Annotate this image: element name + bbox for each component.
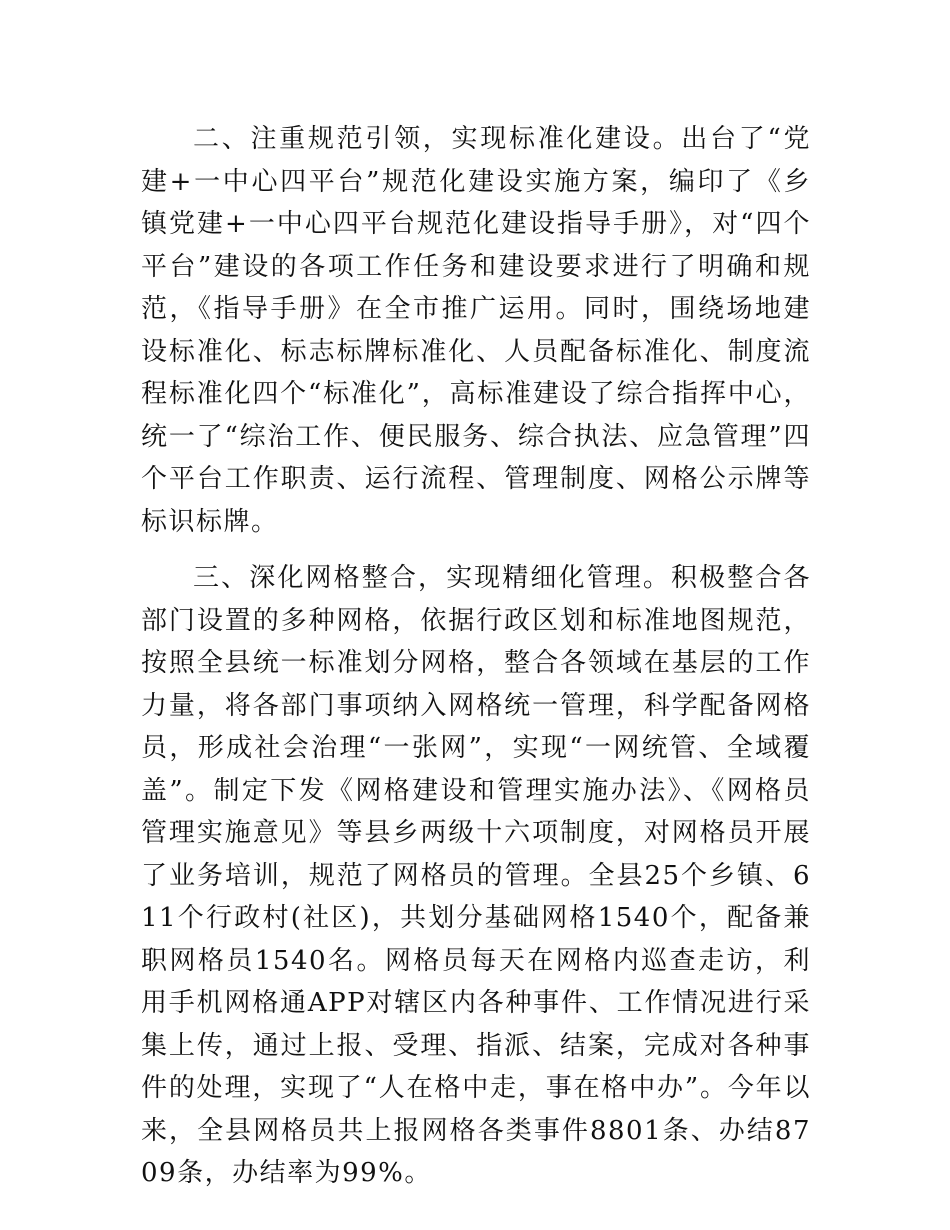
paragraph-grid-management: 三、深化网格整合，实现精细化管理。积极整合各部门设置的多种网格，依据行政区划和标准地图规范，按照全县统一标准划分网格，整合各领域在基层的工作力量，将各部门事项纳入网格统一管理，科学配备网格员，形成社会治理“一张网”，实现“一网统管、全域覆盖”。制定下发《网格建设和管理实施办法》、《网格员管理实施意见》等县乡两级十六项制度，对网格员开展了业务培训，规范了网格员的管理。全县25个乡镇、611个行政村(社区)，共划分基础网格1540个，配备兼职网格员1540名。网格员每天在网格内巡查走访，利用手机网格通APP对辖区内各种事件、工作情况进行采集上传，通过上报、受理、指派、结案，完成对各种事件的处理，实现了“人在格中走，事在格中办”。今年以来，全县网格员共上报网格各类事件8801条、办结8709条，办结率为99%。 <box>141 563 811 1188</box>
document-body <box>141 118 811 1209</box>
paragraph-standardization: 二、注重规范引领，实现标准化建设。出台了“党建+一中心四平台”规范化建设实施方案，编印了《乡镇党建+一中心四平台规范化建设指导手册》，对“四个平台”建设的各项工作任务和建设要求进行了明确和规范，《指导手册》在全市推广运用。同时，围绕场地建设标准化、标志标牌标准化、人员配备标准化、制度流程标准化四个“标准化”，高标准建设了综合指挥中心，统一了“综治工作、便民服务、综合执法、应急管理”四个平台工作职责、运行流程、管理制度、网格公示牌等标识标牌。 <box>141 124 811 537</box>
